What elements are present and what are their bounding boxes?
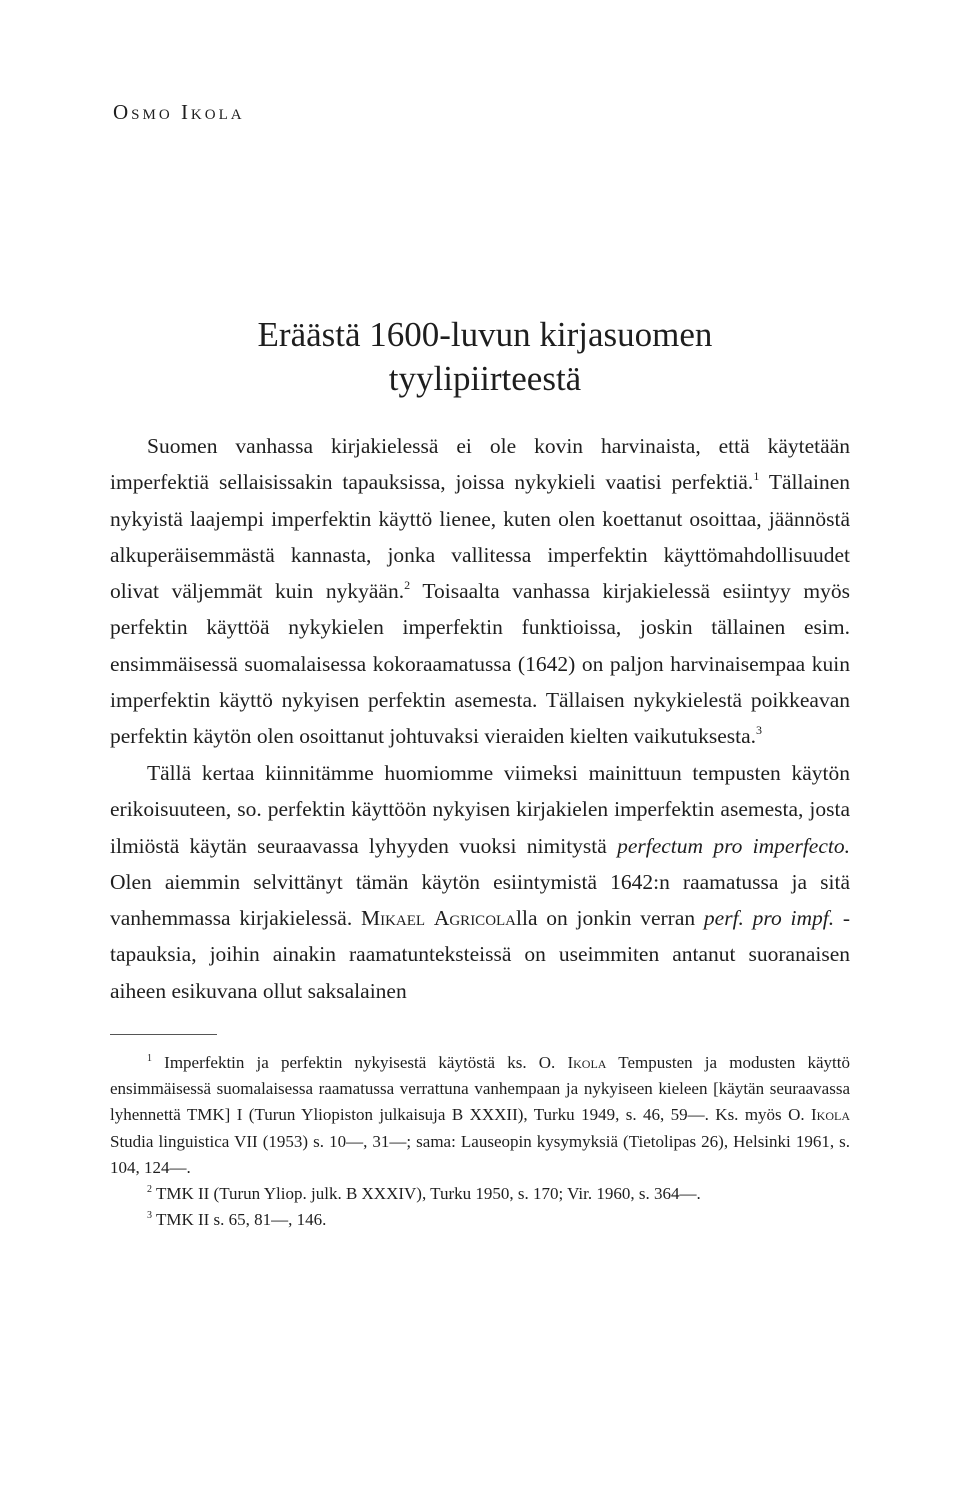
footnote-2 (110, 1181, 850, 1207)
para2-text-d: -tapauksia, joihin ainakin raamatunteksteissä on useimmiten antanut suoranaisen aiheen esikuvana ollut saksalainen (110, 906, 851, 1003)
footnote-1-author-1: Ikola (567, 1053, 607, 1072)
footnote-1-author-2: Ikola (811, 1105, 850, 1125)
para1-text-a: Suomen vanhassa kirjakielessä ei ole kovin harvinaista, että käytetään imperfektiä sellaisissakin tapauksissa, joissa nykykieli vaatisi perfektiä. (110, 434, 850, 495)
italic-abbreviation: perf. pro impf. (703, 906, 835, 931)
body-paragraph-1 (110, 428, 850, 755)
para2-text-a: Tällä kertaa kiinnitämme huomiomme viimeksi mainittuun tempusten käytön erikoisuuteen, so. perfektin käyttöön nykyisen kirjakielen imperfektin asemesta, josta ilmiöstä käytän seuraavassa lyhyyden vuoksi nimitystä (110, 761, 850, 858)
footnote-3 (110, 1207, 850, 1233)
footnote-1 (110, 1050, 850, 1181)
para1-text-c: Toisaalta vanhassa kirjakielessä esiintyy myös perfektin käyttöä nykykielen imperfektin funktioissa, joskin tällainen esim. ensimmäisessä suomalaisessa kokoraamatussa (1642) on paljon harvinaisempaa kuin imperfektin käyttö nykyisen perfektin asemesta. Tällaisen nykykielestä poikkeavan perfektin käytön olen osoittanut johtuvaksi vieraiden kielten vaikutuksesta. (110, 579, 850, 749)
article-title-line-1: Eräästä 1600-luvun kirjasuomen (257, 315, 713, 354)
italic-term: perfectum pro imperfecto. (617, 833, 850, 858)
footnote-1-marker: 1 (147, 1053, 152, 1064)
footnote-3-marker: 3 (147, 1210, 152, 1222)
footnote-2-text: TMK II (Turun Yliop. julk. B XXXIV), Turku 1950, s. 170; Vir. 1960, s. 364—. (152, 1184, 701, 1204)
footnotes (110, 1050, 850, 1233)
footnote-1-text-c: Studia linguistica VII (1953) s. 10—, 31—; sama: Lauseopin kysymyksiä (Tietolipas 26), Helsinki 1961, s. 104, 124—. (110, 1131, 850, 1177)
footnote-separator (110, 1034, 217, 1035)
body-paragraph-2 (110, 755, 850, 1009)
para2-text-c: lla on jonkin verran (516, 906, 704, 931)
footnote-3-text: TMK II s. 65, 81—, 146. (152, 1210, 327, 1230)
footnote-2-marker: 2 (147, 1184, 152, 1196)
footnote-ref-2: 2 (404, 578, 411, 593)
author-first-name: Osmo (113, 100, 173, 124)
footnote-1-text-a: Imperfektin ja perfektin nykyisestä käytöstä ks. O. (152, 1053, 568, 1072)
para1-text-b: Tällainen nykyistä laajempi imperfektin käyttö lienee, kuten olen koettanut osoittaa, jäännöstä alkuperäisemmästä kannasta, jonka vallitessa imperfektin käyttömahdollisuudet olivat väljemmät kuin nykyään. (110, 470, 851, 604)
footnote-1-text-b: Tempusten ja modusten käyttö ensimmäisessä suomalaisessa raamatussa verrattuna vanhempaan ja nykyiseen kieleen [käytän seuraavassa lyhennettä TMK] I (Turun Yliopiston julkaisuja B XXXII), Turku 1949, s. 46, 59—. Ks. myös O. (110, 1053, 850, 1125)
person-name-first: Mikael (360, 906, 426, 931)
person-name-last: Agricola (433, 906, 517, 931)
footnote-ref-3: 3 (756, 723, 763, 738)
footnote-ref-1: 1 (753, 469, 760, 484)
article-title-line-2: tyylipiirteestä (388, 359, 582, 398)
author-last-name: Ikola (180, 100, 245, 124)
para2-text-b: Olen aiemmin selvittänyt tämän käytön esiintymistä 1642:n raamatussa ja sitä vanhemmassa kirjakielessä. (110, 869, 850, 931)
author-name (113, 100, 245, 125)
